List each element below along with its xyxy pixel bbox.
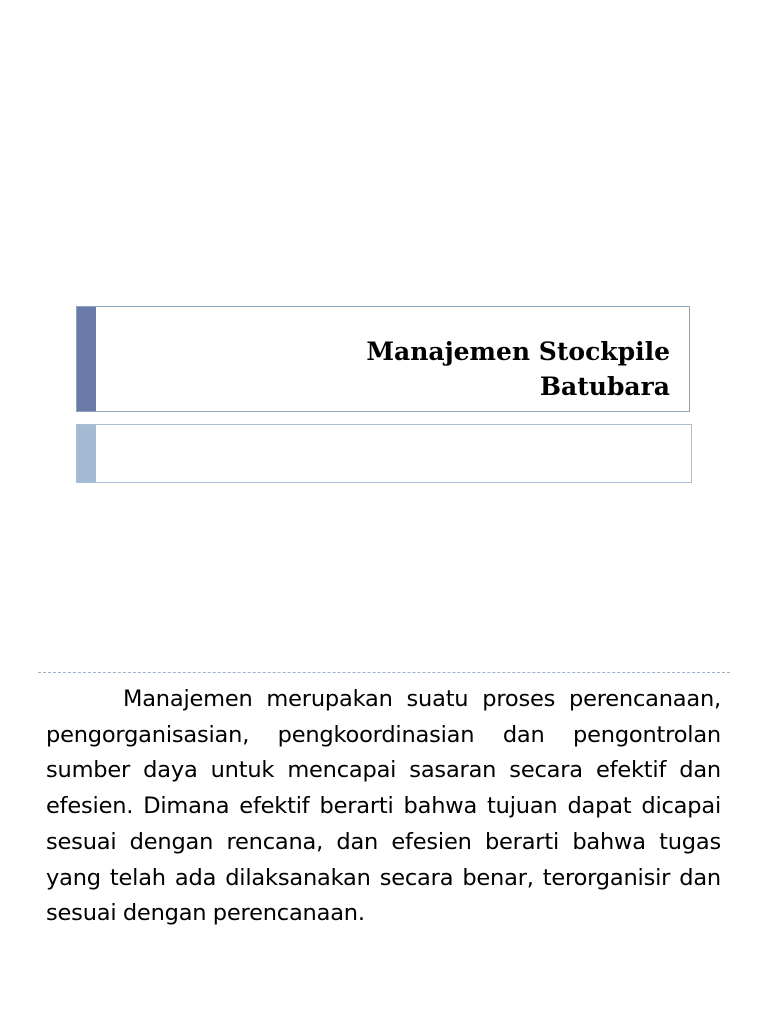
page-divider <box>38 672 730 673</box>
title-box <box>76 306 690 412</box>
body-paragraph: Manajemen merupakan suatu proses perencanaan, pengorganisasian, pengkoordinasian dan pengontrolan sumber daya untuk mencapai sasaran secara efektif dan efesien. Dimana efektif berarti bahwa tujuan dapat dicapai sesuai dengan rencana, dan efesien berarti bahwa tugas yang telah ada dilaksanakan secara benar, terorganisir dan sesuai dengan perencanaan. <box>46 686 721 927</box>
slide-title-line1: Manajemen Stockpile <box>366 337 670 366</box>
slide-title-line2: Batubara <box>539 372 670 401</box>
slide-title <box>366 334 670 404</box>
subtitle-accent-bar <box>77 425 96 482</box>
subtitle-box <box>76 424 692 483</box>
title-accent-bar <box>77 307 96 411</box>
